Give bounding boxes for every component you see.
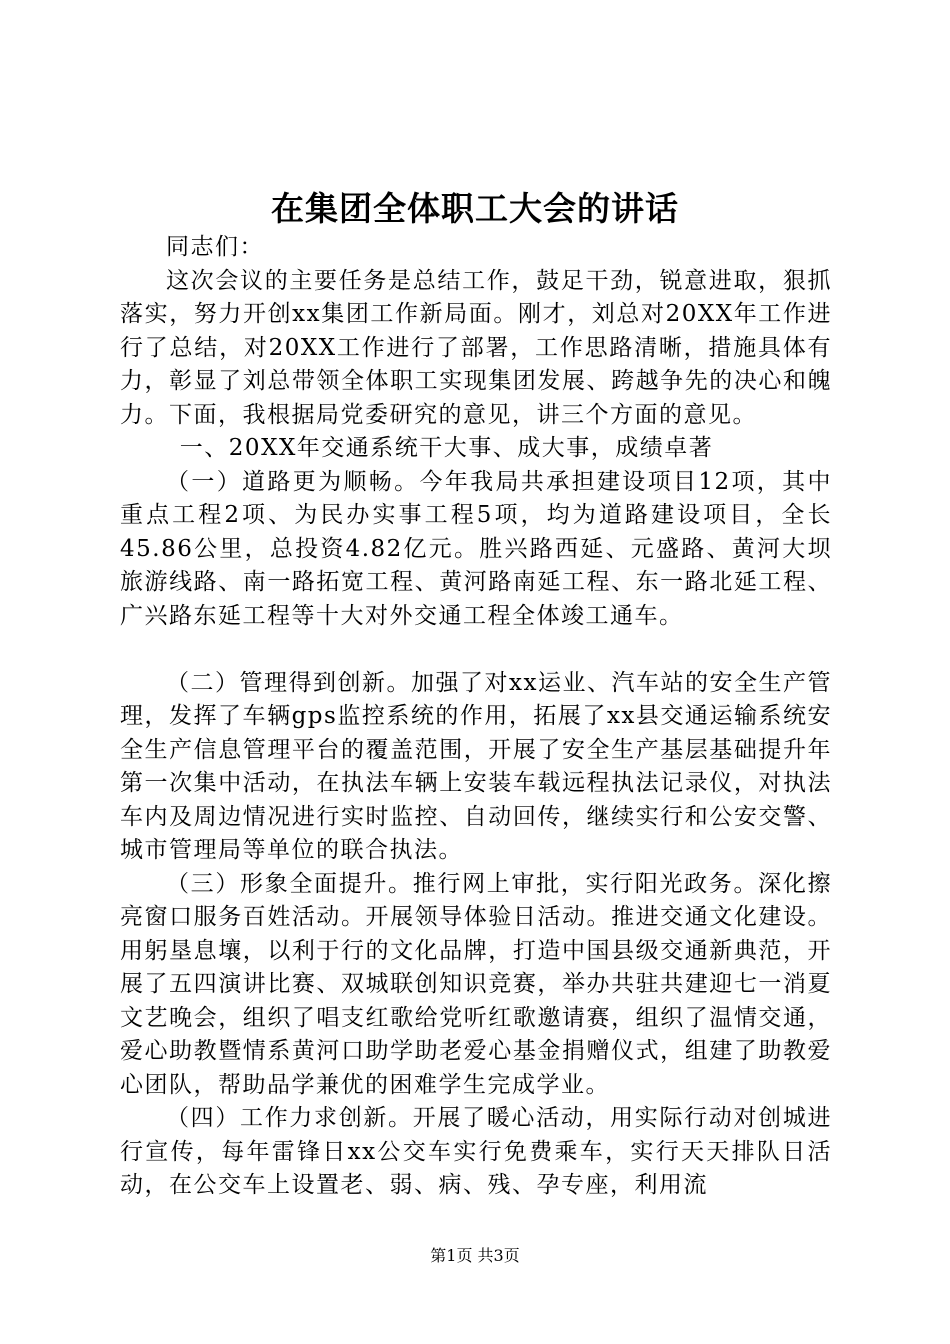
document-title: 在集团全体职工大会的讲话 (271, 189, 679, 228)
paragraph-management: （二）管理得到创新。加强了对xx运业、汽车站的安全生产管理，发挥了车辆gps监控系统的作用，拓展了xx县交通运输系统安全生产信息管理平台的覆盖范围，开展了安全生产基层基础提升年第一次集中活动，在执法车辆上安装车载远程执法记录仪，对执法车内及周边情况进行实时监控、自动回传，继续实行和公安交警、城市管理局等单位的联合执法。 (120, 669, 832, 863)
paragraph-intro: 这次会议的主要任务是总结工作，鼓足干劲，锐意进取，狠抓落实，努力开创xx集团工作新局面。刚才，刘总对20XX年工作进行了总结，对20XX工作进行了部署，工作思路清晰，措施具体有力，彰显了刘总带领全体职工实现集团发展、跨越争先的决心和魄力。下面，我根据局党委研究的意见，讲三个方面的意见。 (120, 267, 832, 428)
section-heading: 一、20XX年交通系统干大事、成大事，成绩卓著 (179, 435, 714, 461)
page-footer: 第1页 共3页 (430, 1246, 520, 1265)
paragraph-innovation: （四）工作力求创新。开展了暖心活动，用实际行动对创城进行宣传，每年雷锋日xx公交车实行免费乘车，实行天天排队日活动，在公交车上设置老、弱、病、残、孕专座，利用流 (120, 1105, 832, 1198)
document-body (120, 231, 832, 1203)
salutation: 同志们： (166, 234, 264, 260)
paragraph-roads: （一）道路更为顺畅。今年我局共承担建设项目12项，其中重点工程2项、为民办实事工程5项，均为道路建设项目，全长45.86公里，总投资4.82亿元。胜兴路西延、元盛路、黄河大坝旅游线路、南一路拓宽工程、黄河路南延工程、东一路北延工程、广兴路东延工程等十大对外交通工程全体竣工通车。 (120, 468, 832, 629)
paragraph-image: （三）形象全面提升。推行网上审批，实行阳光政务。深化擦亮窗口服务百姓活动。开展领导体验日活动。推进交通文化建设。用躬垦息壤，以利于行的文化品牌，打造中国县级交通新典范，开展了五四演讲比赛、双城联创知识竞赛，举办共驻共建迎七一消夏文艺晚会，组织了唱支红歌给党听红歌邀请赛，组织了温情交通，爱心助教暨情系黄河口助学助老爱心基金捐赠仪式，组建了助教爱心团队，帮助品学兼优的困难学生完成学业。 (120, 870, 832, 1098)
